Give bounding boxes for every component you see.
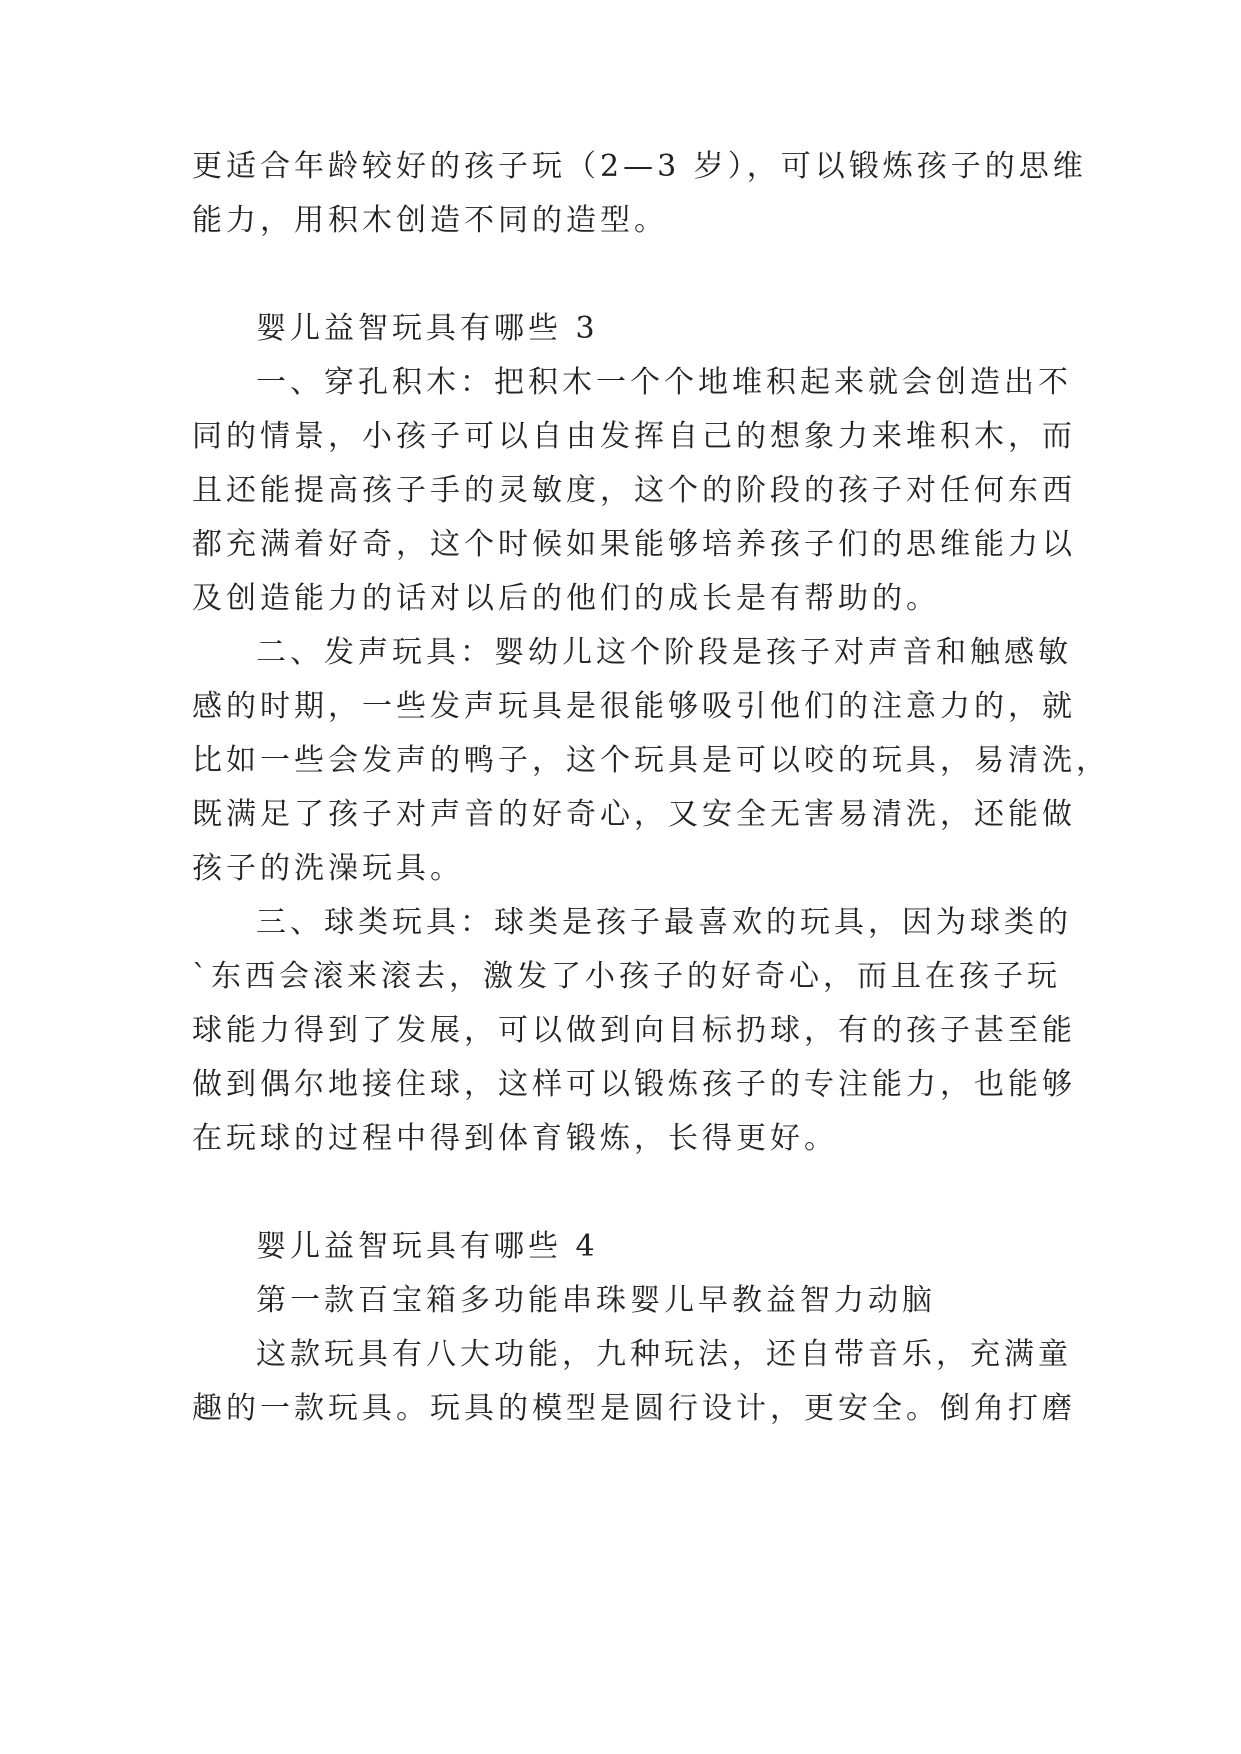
paragraph-line: 感的时期，一些发声玩具是很能够吸引他们的注意力的，就 bbox=[192, 689, 1076, 724]
paragraph-line: 二、发声玩具：婴幼儿这个阶段是孩子对声音和触感敏 bbox=[256, 635, 1072, 670]
paragraph-line: 趣的一款玩具。玩具的模型是圆行设计，更安全。倒角打磨 bbox=[192, 1391, 1076, 1426]
paragraph-line: 一、穿孔积木：把积木一个个地堆积起来就会创造出不 bbox=[256, 365, 1072, 400]
paragraph-line: 比如一些会发声的鸭子，这个玩具是可以咬的玩具，易清洗， bbox=[192, 743, 1110, 778]
paragraph-line: 更适合年龄较好的孩子玩（2—3 岁），可以锻炼孩子的思维 bbox=[192, 149, 1087, 184]
paragraph-line: 及创造能力的话对以后的他们的成长是有帮助的。 bbox=[192, 581, 940, 616]
paragraph-line: 三、球类玩具：球类是孩子最喜欢的玩具，因为球类的 bbox=[256, 905, 1072, 940]
paragraph-line: `东西会滚来滚去，激发了小孩子的好奇心，而且在孩子玩 bbox=[192, 959, 1061, 994]
paragraph-line: 能力，用积木创造不同的造型。 bbox=[192, 203, 668, 238]
paragraph-line: 且还能提高孩子手的灵敏度，这个的阶段的孩子对任何东西 bbox=[192, 473, 1076, 508]
document-page bbox=[192, 0, 1110, 1754]
paragraph-line: 都充满着好奇，这个时候如果能够培养孩子们的思维能力以 bbox=[192, 527, 1076, 562]
paragraph-line: 第一款百宝箱多功能串珠婴儿早教益智力动脑 bbox=[256, 1283, 936, 1318]
section-heading: 婴儿益智玩具有哪些 4 bbox=[256, 1229, 599, 1264]
section-heading: 婴儿益智玩具有哪些 3 bbox=[256, 311, 599, 346]
paragraph-line: 既满足了孩子对声音的好奇心，又安全无害易清洗，还能做 bbox=[192, 797, 1076, 832]
paragraph-line: 这款玩具有八大功能，九种玩法，还自带音乐，充满童 bbox=[256, 1337, 1072, 1372]
paragraph-line: 孩子的洗澡玩具。 bbox=[192, 851, 464, 886]
paragraph-line: 做到偶尔地接住球，这样可以锻炼孩子的专注能力，也能够 bbox=[192, 1067, 1076, 1102]
paragraph-line: 在玩球的过程中得到体育锻炼，长得更好。 bbox=[192, 1121, 838, 1156]
paragraph-line: 同的情景，小孩子可以自由发挥自己的想象力来堆积木，而 bbox=[192, 419, 1076, 454]
paragraph-line: 球能力得到了发展，可以做到向目标扔球，有的孩子甚至能 bbox=[192, 1013, 1076, 1048]
